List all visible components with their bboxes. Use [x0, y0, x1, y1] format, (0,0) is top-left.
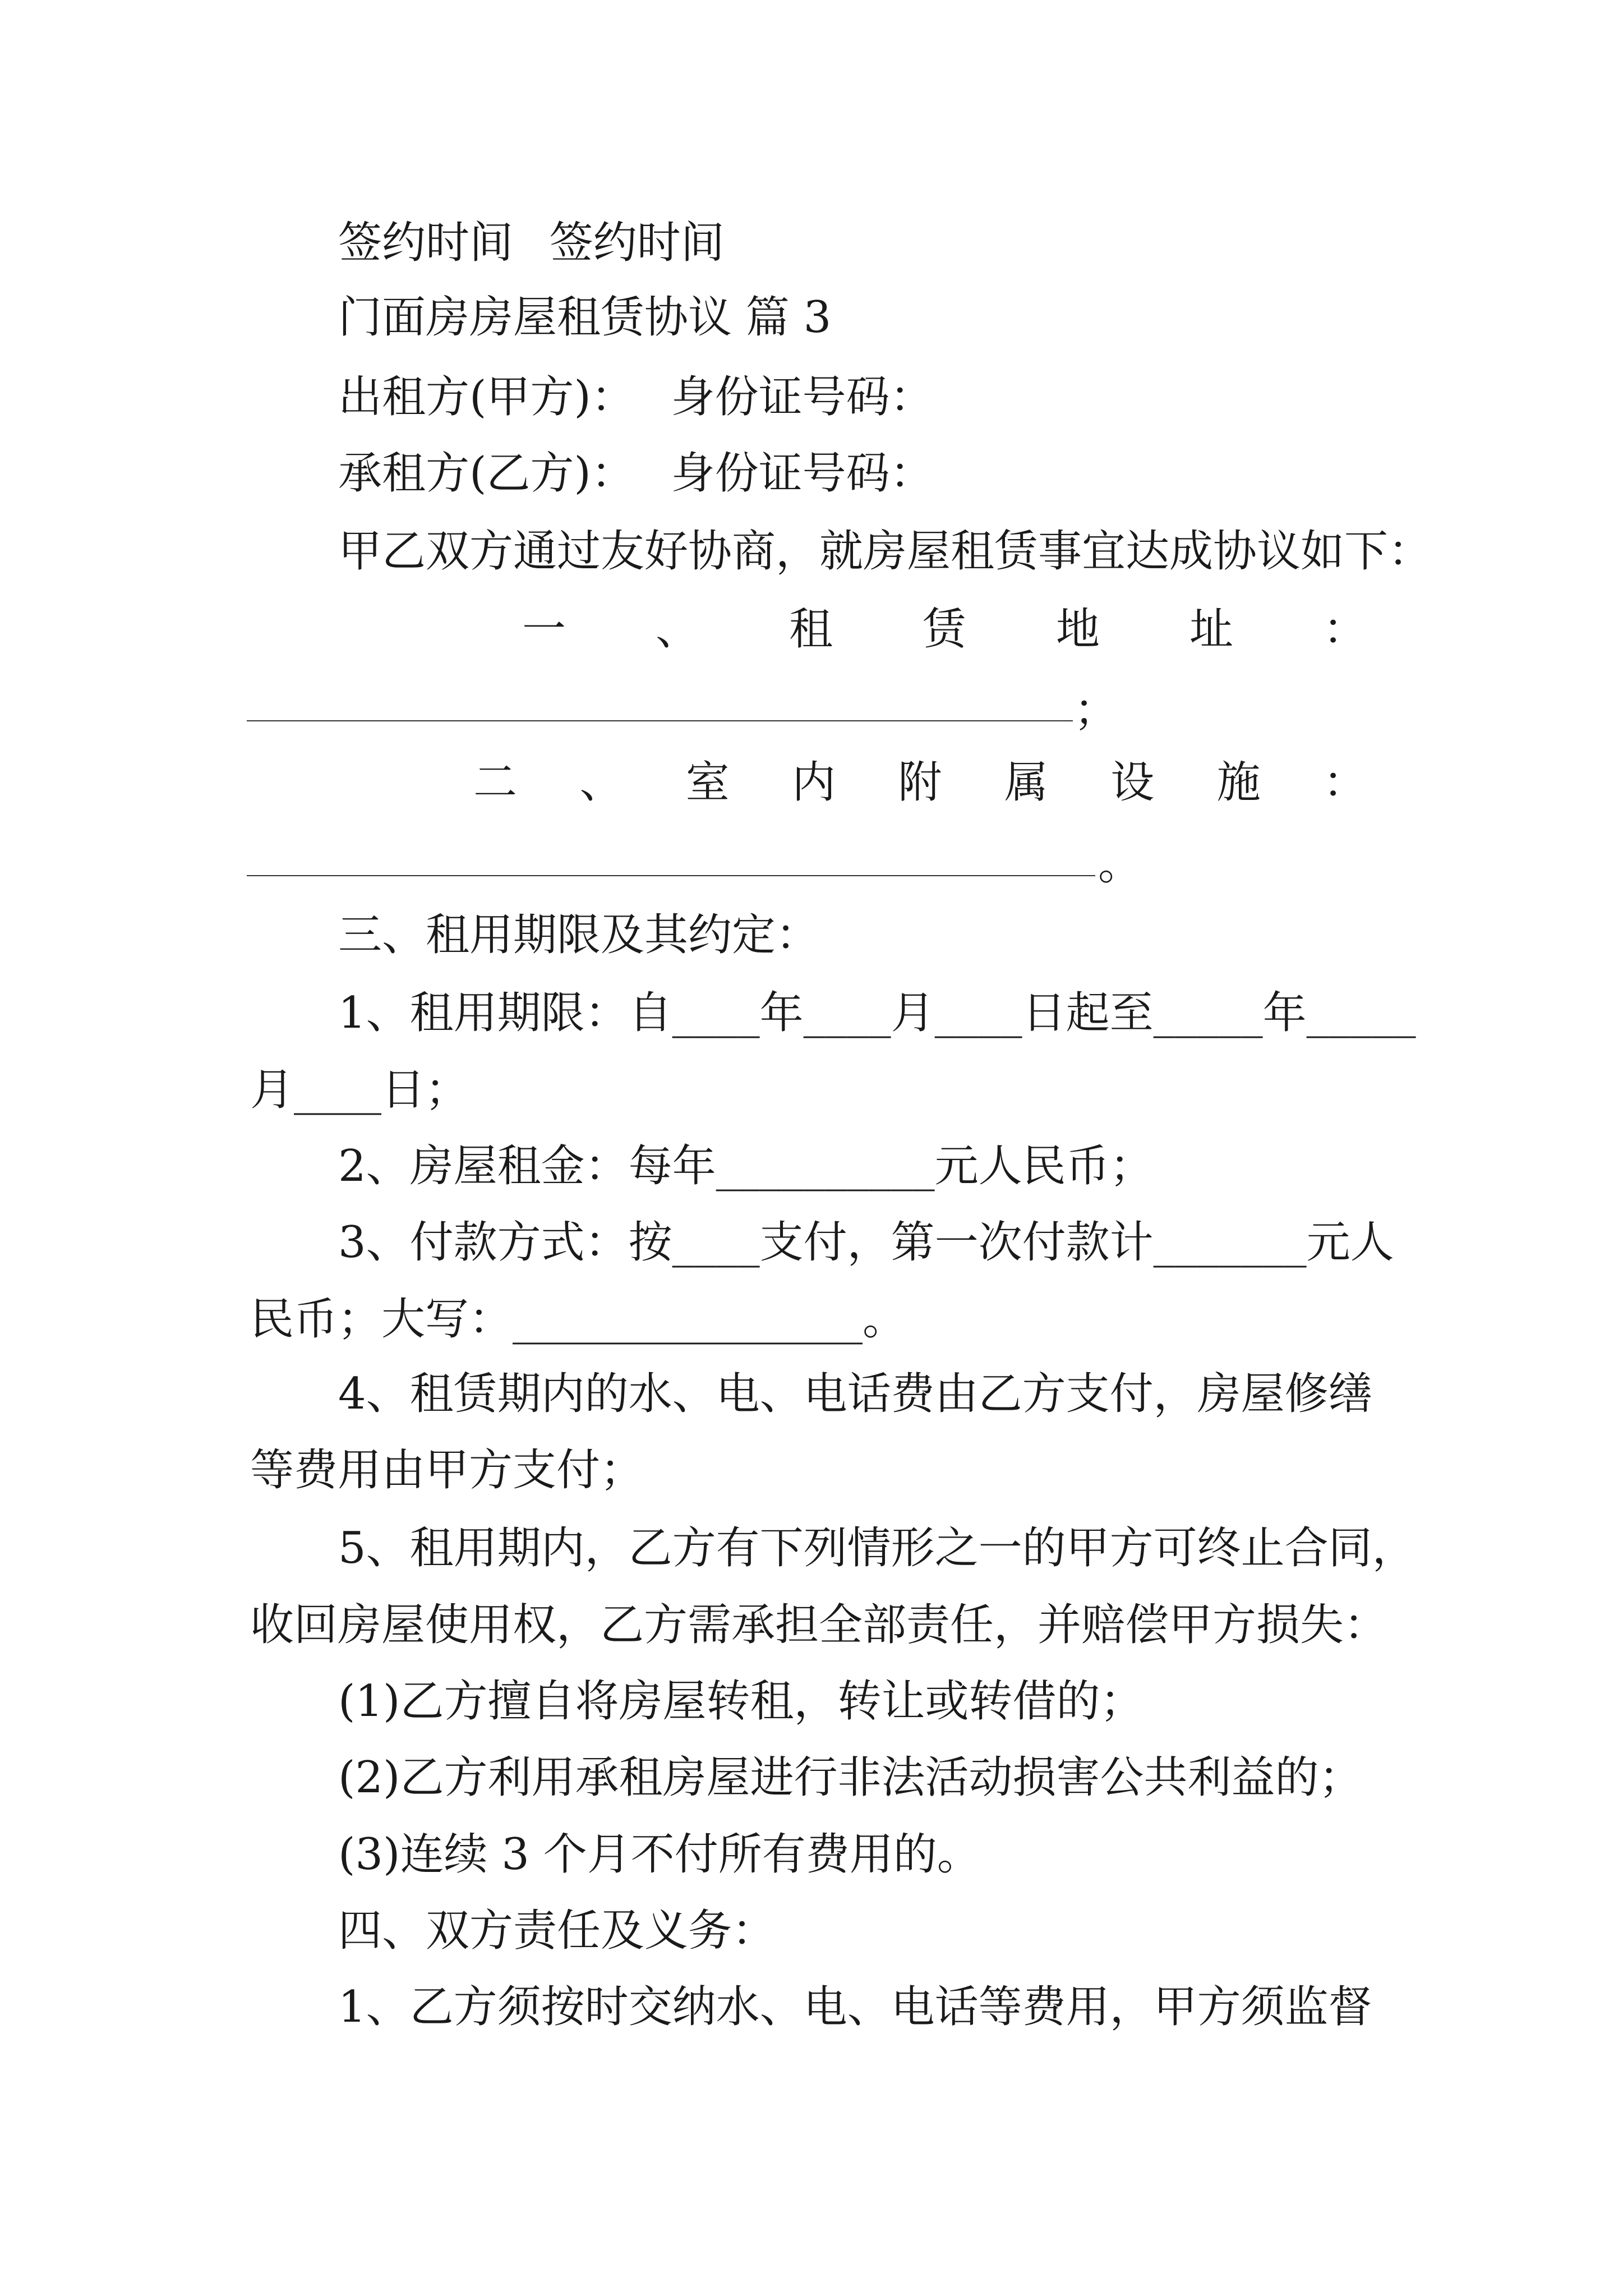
facilities-blank-line — [247, 875, 1095, 876]
lessee-line: 承租方(乙方)： 身份证号码： — [338, 448, 934, 499]
preamble: 甲乙双方通过友好协商，就房屋租赁事宜达成协议如下： — [338, 526, 1432, 577]
termination-item-1: (1)乙方擅自将房屋转租，转让或转借的； — [338, 1676, 1144, 1727]
payment-line-cont: 民币；大写：________________。 — [250, 1294, 907, 1345]
termination-line: 5、租用期内，乙方有下列情形之一的甲方可终止合同， — [338, 1523, 1416, 1573]
obligation-line-1: 1、乙方须按时交纳水、电、电话等费用，甲方须监督 — [338, 1982, 1372, 2032]
rent-line: 2、房屋租金：每年__________元人民币； — [338, 1141, 1154, 1191]
termination-item-2: (2)乙方利用承租房屋进行非法活动损害公共利益的； — [338, 1752, 1363, 1803]
article-4-heading: 四、双方责任及义务： — [338, 1906, 776, 1956]
utilities-line-cont: 等费用由甲方支付； — [250, 1445, 644, 1496]
article-2-end-mark: 。 — [1098, 839, 1142, 890]
article-1-end-mark: ； — [1074, 685, 1118, 735]
termination-line-cont: 收回房屋使用权，乙方需承担全部责任，并赔偿甲方损失： — [250, 1600, 1388, 1650]
termination-item-3: (3)连续 3 个月不付所有费用的。 — [338, 1829, 981, 1880]
lessor-line: 出租方(甲方)： 身份证号码： — [338, 372, 934, 422]
agreement-title: 门面房房屋租赁协议 篇 3 — [338, 292, 832, 343]
signing-time-line: 签约时间 签约时间 — [338, 218, 725, 268]
address-blank-line — [247, 720, 1073, 721]
article-2-heading: 二、室内附属设施： — [473, 757, 1367, 808]
article-3-heading: 三、租用期限及其约定： — [338, 910, 820, 960]
lease-term-line-cont: 月____日； — [250, 1065, 469, 1115]
utilities-line: 4、租赁期内的水、电、电话费由乙方支付，房屋修缮 — [338, 1369, 1372, 1419]
payment-line: 3、付款方式：按____支付，第一次付款计_______元人 — [338, 1217, 1394, 1268]
article-1-heading: 一、租赁地址： — [522, 604, 1367, 655]
lease-term-line: 1、租用期限：自____年____月____日起至_____年_____ — [338, 988, 1416, 1038]
